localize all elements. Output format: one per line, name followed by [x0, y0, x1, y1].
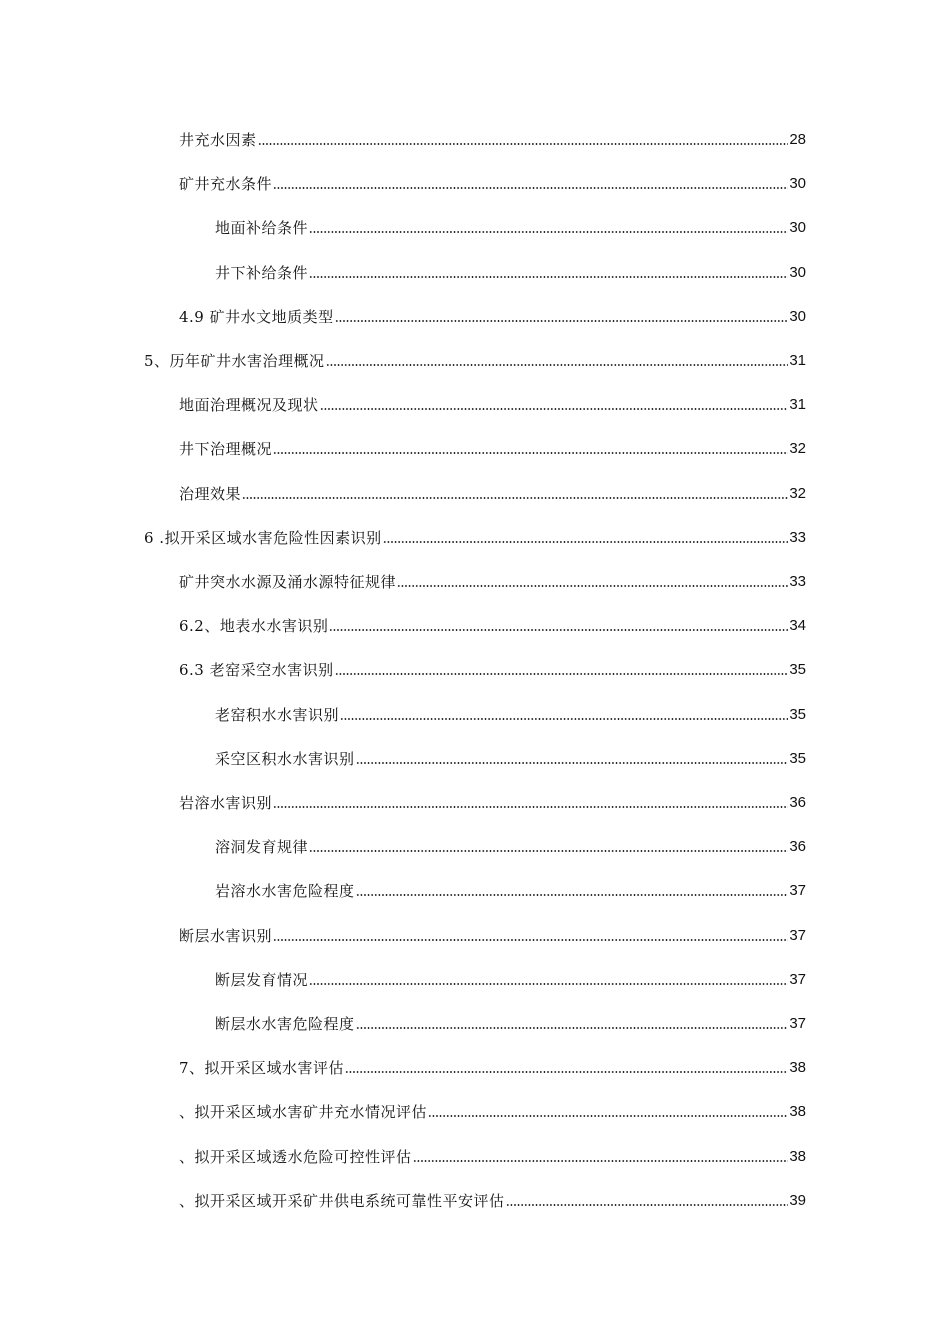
toc-page-number: 39: [789, 1191, 806, 1209]
toc-entry-title: 5、历年矿井水害治理概况: [144, 352, 325, 370]
toc-page-number: 35: [789, 661, 806, 679]
toc-entry[interactable]: [179, 656, 806, 680]
toc-page-number: 30: [789, 219, 806, 237]
toc-entry-title: 井下补给条件: [215, 263, 309, 282]
toc-entry[interactable]: [144, 347, 806, 371]
toc-entry[interactable]: [179, 391, 806, 415]
toc-page-number: 33: [789, 528, 806, 546]
toc-entry[interactable]: [215, 214, 806, 238]
toc-entry-title: 6.3 老窑采空水害识别: [179, 661, 334, 680]
toc-page-number: 33: [789, 573, 806, 590]
toc-dot-leader: [329, 629, 788, 631]
toc-dot-leader: [428, 1115, 788, 1117]
toc-entry-title: 、拟开采区域开采矿井供电系统可靠性平安评估: [179, 1191, 505, 1210]
toc-dot-leader: [340, 718, 788, 720]
toc-entry[interactable]: [215, 1010, 806, 1034]
toc-page-number: 35: [789, 705, 806, 723]
toc-page-number: 32: [789, 440, 806, 458]
toc-entry-title: 、拟开采区域水害矿井充水情况评估: [179, 1103, 428, 1122]
toc-page-number: 30: [789, 175, 806, 193]
toc-entry-title: 4.9 矿井水文地质类型: [179, 307, 334, 326]
toc-entry[interactable]: [179, 1098, 806, 1122]
toc-page-number: 35: [789, 749, 806, 767]
toc-entry[interactable]: [179, 1143, 806, 1167]
toc-page-number: 37: [789, 926, 806, 944]
toc-dot-leader: [356, 894, 789, 896]
toc-entry-title: 岩溶水水害危险程度: [215, 882, 355, 901]
toc-entry[interactable]: [179, 612, 806, 636]
toc-entry[interactable]: [179, 303, 806, 327]
toc-entry[interactable]: [179, 435, 806, 459]
toc-entry[interactable]: [215, 877, 806, 901]
toc-entry-title: 溶洞发育规律: [215, 838, 309, 857]
toc-entry-title: 井充水因素: [179, 131, 257, 149]
toc-entry[interactable]: [215, 833, 806, 857]
toc-entry[interactable]: [215, 966, 806, 990]
toc-entry[interactable]: [179, 1054, 806, 1078]
toc-page-number: 31: [789, 352, 806, 369]
toc-entry-title: 地面治理概况及现状: [179, 396, 319, 415]
toc-entry[interactable]: [215, 259, 806, 283]
toc-page-number: 38: [789, 1147, 806, 1165]
toc-entry-title: 7、拟开采区域水害评估: [179, 1059, 345, 1078]
toc-dot-leader: [383, 541, 789, 543]
toc-dot-leader: [335, 673, 789, 675]
toc-dot-leader: [309, 983, 788, 985]
toc-dot-leader: [335, 320, 789, 322]
toc-page-number: 31: [789, 396, 806, 414]
toc-page-number: 32: [789, 484, 806, 502]
toc-dot-leader: [273, 452, 788, 454]
toc-page-number: 37: [789, 970, 806, 988]
toc-dot-leader: [326, 364, 789, 366]
toc-page-number: 38: [789, 1103, 806, 1121]
toc-dot-leader: [320, 408, 789, 410]
toc-entry-title: 老窑积水水害识别: [215, 705, 340, 724]
toc-page-number: 30: [789, 263, 806, 281]
toc-entry-title: 矿井突水水源及涌水源特征规律: [179, 573, 397, 591]
toc-entry-title: 6.2、地表水水害识别: [179, 617, 329, 636]
toc-page-number: 37: [789, 882, 806, 900]
toc-dot-leader: [356, 762, 789, 764]
toc-dot-leader: [356, 1027, 789, 1029]
toc-dot-leader: [258, 143, 789, 145]
toc-dot-leader: [273, 187, 788, 189]
toc-entry[interactable]: [179, 789, 806, 813]
toc-dot-leader: [413, 1160, 789, 1162]
toc-dot-leader: [309, 276, 788, 278]
toc-entry-title: 采空区积水水害识别: [215, 749, 355, 768]
toc-entry-title: 、拟开采区域透水危险可控性评估: [179, 1147, 412, 1166]
toc-entry[interactable]: [179, 170, 806, 194]
toc-dot-leader: [309, 231, 788, 233]
toc-page-number: 28: [789, 131, 806, 148]
toc-page-number: 30: [789, 307, 806, 325]
toc-entry[interactable]: [179, 922, 806, 946]
toc-dot-leader: [242, 497, 788, 499]
toc-entry[interactable]: [179, 480, 806, 504]
toc-entry-title: 6 .拟开采区域水害危险性因素识别: [144, 528, 382, 547]
toc-page-number: 38: [789, 1059, 806, 1077]
toc-entry[interactable]: [179, 126, 806, 150]
toc-dot-leader: [506, 1204, 789, 1206]
toc-dot-leader: [345, 1071, 788, 1073]
toc-dot-leader: [273, 939, 788, 941]
toc-entry-title: 矿井充水条件: [179, 175, 273, 194]
toc-entry-title: 断层水水害危险程度: [215, 1015, 355, 1033]
toc-dot-leader: [309, 850, 788, 852]
toc-page-number: 36: [789, 838, 806, 856]
toc-page-number: 37: [789, 1015, 806, 1032]
toc-entry-title: 地面补给条件: [215, 219, 309, 238]
toc-entry-title: 断层发育情况: [215, 970, 309, 989]
toc-entry-title: 岩溶水害识别: [179, 794, 273, 812]
toc-entry[interactable]: [215, 701, 806, 725]
toc-entry-title: 井下治理概况: [179, 440, 273, 459]
toc-entry[interactable]: [179, 1187, 806, 1211]
toc-entry[interactable]: [215, 745, 806, 769]
toc-entry-title: 治理效果: [179, 484, 242, 503]
toc-entry[interactable]: [144, 524, 806, 548]
toc-dot-leader: [273, 806, 788, 808]
toc-entry-title: 断层水害识别: [179, 926, 273, 945]
toc-page-number: 36: [789, 794, 806, 811]
toc-page-number: 34: [789, 617, 806, 635]
toc-entry[interactable]: [179, 568, 806, 592]
toc-dot-leader: [397, 585, 788, 587]
